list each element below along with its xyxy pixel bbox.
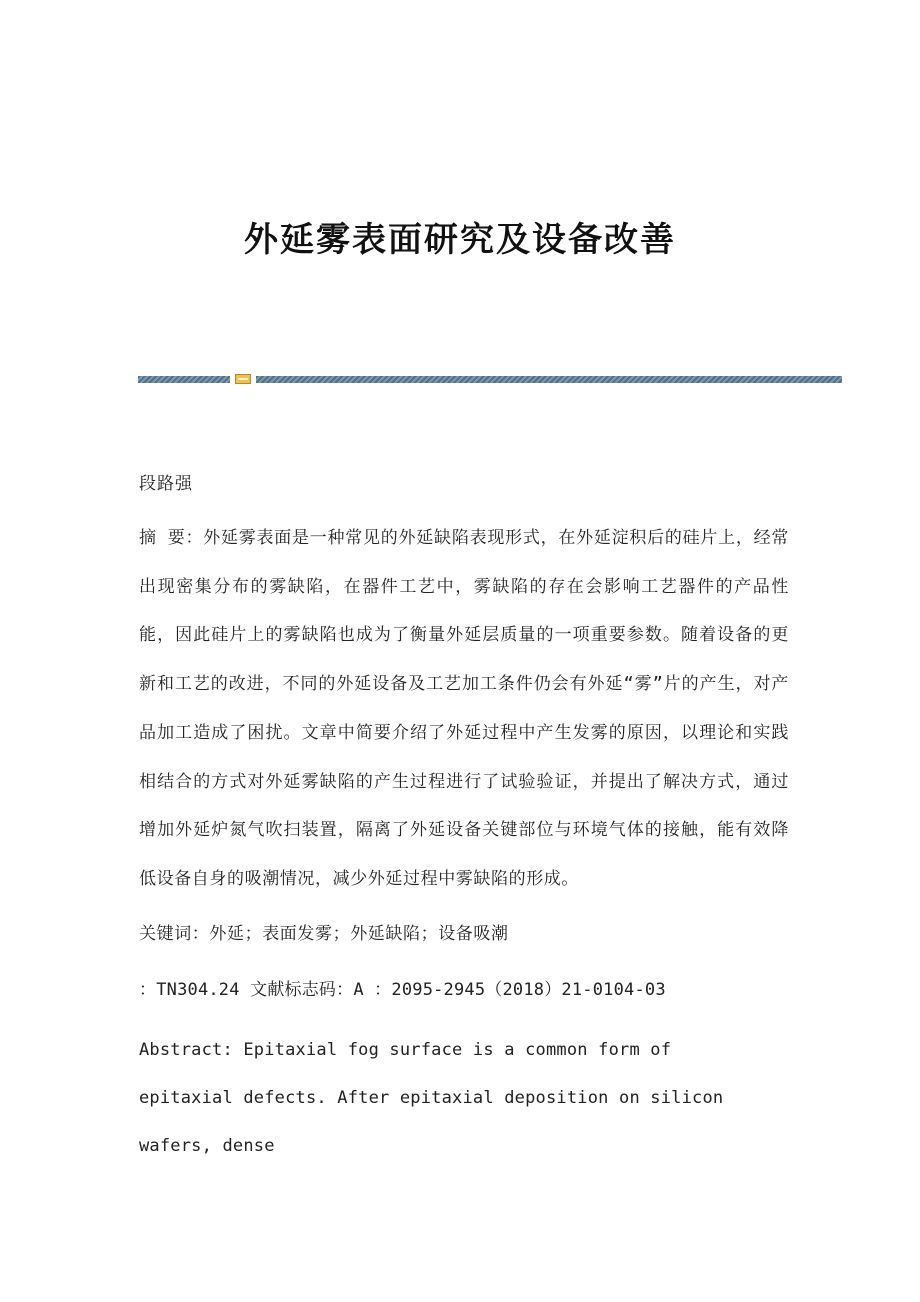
divider-ornament-icon bbox=[235, 374, 251, 384]
english-abstract: Abstract: Epitaxial fog surface is a common form of epitaxial defects. After epitaxial deposition on silicon wafers, dense bbox=[139, 1039, 724, 1156]
chinese-abstract: 摘 要：外延雾表面是一种常见的外延缺陷表现形式，在外延淀积后的硅片上，经常出现密集分布的雾缺陷，在器件工艺中，雾缺陷的存在会影响工艺器件的产品性能，因此硅片上的雾缺陷也成为了衡量外延层质量的一项重要参数。随着设备的更新和工艺的改进，不同的外延设备及工艺加工条件仍会有外延“雾”片的产生，对产品加工造成了困扰。文章中简要介绍了外延过程中产生发雾的原因，以理论和实践相结合的方式对外延雾缺陷的产生过程进行了试验验证，并提出了解决方式，通过增加外延炉氮气吹扫装置，隔离了外延设备关键部位与环境气体的接触，能有效降低设备自身的吸潮情况，减少外延过程中雾缺陷的形成。 bbox=[139, 528, 789, 889]
author-name: 段路强 bbox=[139, 474, 193, 494]
article-body bbox=[139, 466, 789, 1170]
classification-codes: ：TN304.24 文献标志码：A ：2095-2945（2018）21-0104-03 bbox=[139, 979, 666, 1000]
divider-bar-right bbox=[256, 376, 842, 383]
keywords: 关键词：外延；表面发雾；外延缺陷；设备吸潮 bbox=[139, 923, 509, 944]
page-title: 外延雾表面研究及设备改善 bbox=[244, 220, 676, 260]
title-divider bbox=[138, 374, 842, 384]
divider-bar-left bbox=[138, 376, 230, 383]
